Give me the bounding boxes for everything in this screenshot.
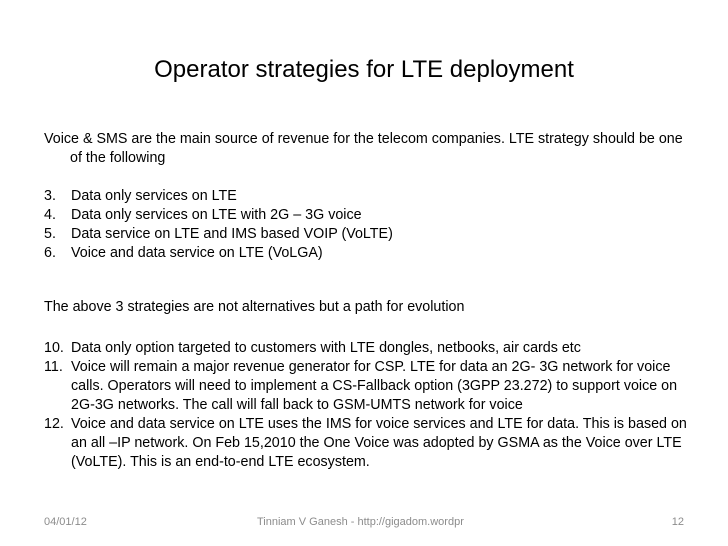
detail-list	[44, 339, 694, 472]
list-text: Data only services on LTE	[71, 188, 237, 204]
intro-text: Voice & SMS are the main source of revenue for the telecom companies. LTE strategy should be one of the following	[44, 131, 683, 166]
list-item	[44, 244, 704, 263]
list-number: 5.	[44, 226, 56, 242]
list-text: Voice and data service on LTE (VoLGA)	[71, 245, 323, 261]
list-number: 6.	[44, 245, 56, 261]
list-text: Data service on LTE and IMS based VOIP (VoLTE)	[71, 226, 393, 242]
list-item	[44, 415, 694, 472]
intro-paragraph	[44, 130, 694, 168]
list-text: Data only services on LTE with 2G – 3G voice	[71, 207, 362, 223]
list-number: 3.	[44, 188, 56, 204]
middle-paragraph: The above 3 strategies are not alternatives but a path for evolution	[44, 299, 465, 315]
list-item	[44, 206, 704, 225]
list-item	[44, 225, 704, 244]
list-item	[44, 358, 694, 415]
footer-date: 04/01/12	[44, 516, 87, 528]
list-number: 10.	[44, 340, 64, 356]
list-number: 12.	[44, 416, 64, 432]
slide-title: Operator strategies for LTE deployment	[154, 56, 574, 83]
footer-author: Tinniam V Ganesh - http://gigadom.wordpr	[257, 516, 464, 528]
list-text: Data only option targeted to customers with LTE dongles, netbooks, air cards etc	[71, 340, 581, 356]
list-item	[44, 187, 704, 206]
strategy-list	[44, 187, 704, 263]
list-text: Voice and data service on LTE uses the IMS for voice services and LTE for data. This is based on an all –IP network. On Feb 15,2010 the One Voice was adopted by GSMA as the Voice over LTE (VoLTE). This is an end-to-end LTE ecosystem.	[71, 416, 687, 470]
list-text: Voice will remain a major revenue generator for CSP. LTE for data an 2G- 3G network for voice calls. Operators will need to implement a CS-Fallback option (3GPP 23.272) to support voice on 2G-3G networks. The call will fall back to GSM-UMTS network for voice	[71, 359, 678, 413]
list-item	[44, 339, 694, 358]
footer-page-number: 12	[671, 516, 684, 528]
list-number: 11.	[44, 359, 63, 375]
list-number: 4.	[44, 207, 56, 223]
